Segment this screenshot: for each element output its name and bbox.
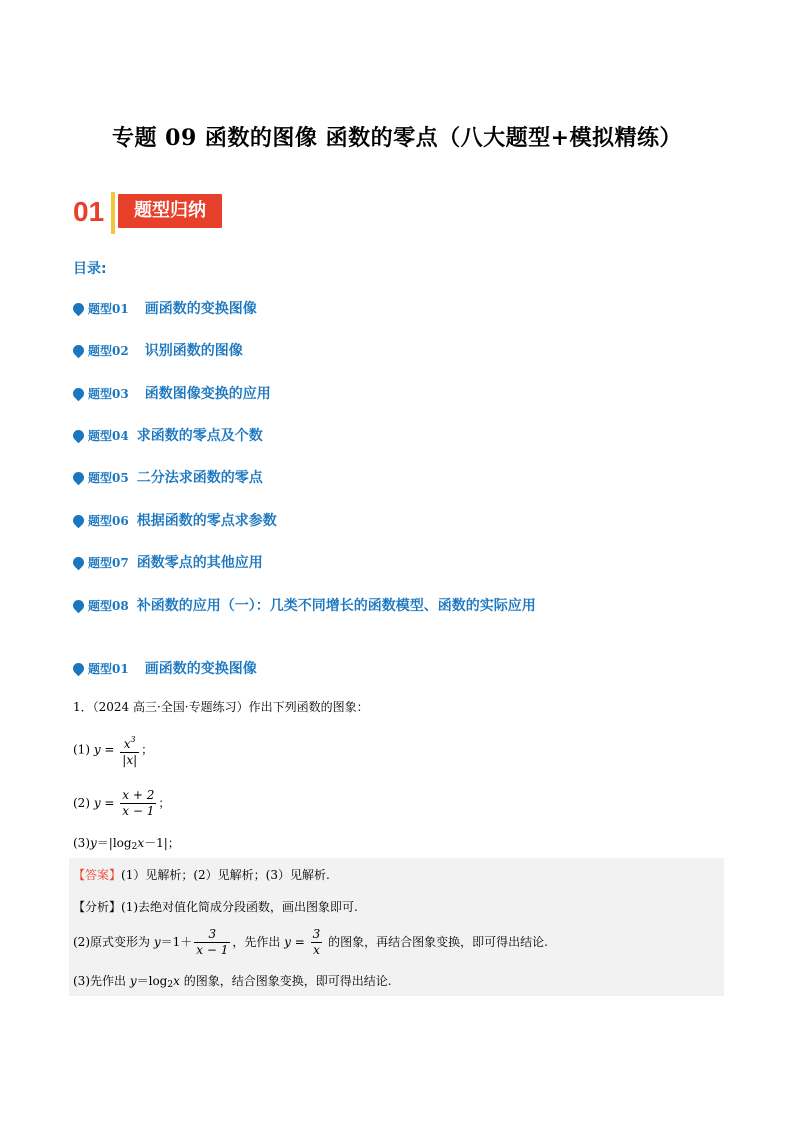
numerator: x + 2 [122, 788, 155, 802]
variable: y [129, 974, 137, 988]
toc-tag: 题型01 [88, 301, 129, 316]
topic-heading [73, 658, 257, 678]
question-stem: 1．（2024 高三·全国·专题练习）作出下列函数的图象： [73, 700, 369, 714]
analysis-text: ，先作出 [232, 935, 285, 949]
analysis-tag: 【分析】 [73, 900, 122, 914]
location-pin-icon [71, 342, 87, 358]
variable: x [173, 974, 180, 988]
answer-text: (1）见解析；(2）见解析；(3）见解析. [121, 868, 330, 882]
location-pin-icon [71, 300, 87, 316]
toc-name: 识别函数的图像 [144, 343, 243, 359]
toc-item-07[interactable] [73, 552, 263, 572]
topic-tag: 题型01 [88, 661, 129, 676]
part-number: (1) [73, 742, 94, 757]
analysis-text: (2)原式变形为 [73, 935, 154, 949]
toc-tag: 题型02 [88, 343, 129, 358]
section-label: 题型归纳 [118, 194, 222, 228]
toc-name: 函数图像变换的应用 [144, 386, 271, 402]
denominator: x [313, 943, 320, 957]
section-number: 01 [73, 196, 105, 227]
location-pin-icon [71, 660, 87, 676]
toc-name: 二分法求函数的零点 [136, 470, 263, 486]
toc-tag: 题型08 [88, 598, 129, 613]
question-part-2 [73, 788, 170, 819]
operator: = [100, 796, 119, 810]
part-number: (2) [73, 796, 94, 810]
toc-name: 根据函数的零点求参数 [136, 513, 277, 529]
analysis-text: 的图象，结合图象变换，即可得出结论. [179, 974, 392, 988]
operator: ＝log [136, 974, 168, 988]
denominator: x − 1 [122, 804, 155, 818]
toc-item-06[interactable] [73, 510, 277, 530]
answer-tag: 【答案】 [73, 868, 122, 882]
punctuation: ； [158, 796, 171, 810]
location-pin-icon [71, 469, 87, 485]
variable: y [93, 796, 101, 810]
fraction [311, 927, 323, 958]
location-pin-icon [71, 597, 87, 613]
exponent: 3 [130, 735, 136, 744]
toc-name: 函数零点的其他应用 [136, 555, 263, 571]
section-divider-bar [111, 192, 115, 234]
location-pin-icon [71, 554, 87, 570]
operator: = [100, 742, 119, 757]
question-part-3 [73, 834, 180, 852]
analysis-text: (3)先作出 [73, 974, 130, 988]
toc-item-05[interactable] [73, 467, 263, 487]
expression-tail: －1|； [144, 836, 180, 850]
fraction [194, 927, 230, 958]
operator: = [290, 935, 309, 949]
numerator: 3 [194, 927, 230, 943]
page-title: 专题 09 函数的图像 函数的零点（八大题型+模拟精练） [111, 125, 683, 151]
analysis-text: (1)去绝对值化简成分段函数，画出图象即可. [121, 900, 358, 914]
location-pin-icon [71, 427, 87, 443]
location-pin-icon [71, 385, 87, 401]
analysis-line-1 [73, 898, 358, 915]
toc-tag: 题型07 [88, 555, 129, 570]
toc-item-02[interactable] [73, 340, 243, 360]
toc-tag: 题型06 [88, 513, 129, 528]
log-base: 2 [131, 842, 138, 852]
toc-tag: 题型05 [88, 470, 129, 485]
numerator-base: x [123, 737, 131, 751]
toc-item-08[interactable] [73, 595, 536, 615]
toc-name: 求函数的零点及个数 [136, 428, 263, 444]
toc-tag: 题型04 [88, 428, 129, 443]
denominator: |x| [122, 753, 138, 767]
toc-label: 目录: [73, 261, 107, 277]
analysis-line-3 [73, 972, 392, 990]
analysis-text: 的图象，再结合图象变换，即可得出结论. [324, 935, 548, 949]
variable: y [90, 836, 97, 850]
toc-item-03[interactable] [73, 383, 271, 403]
fraction [120, 732, 139, 768]
analysis-line-2 [73, 927, 548, 958]
operator: ＝1＋ [160, 935, 193, 949]
operator: ＝|log [96, 836, 132, 850]
question-part-1 [73, 732, 153, 768]
toc-name: 补函数的应用（一）：几类不同增长的函数模型、函数的实际应用 [136, 598, 536, 614]
numerator: 3 [312, 927, 321, 941]
toc-name: 画函数的变换图像 [144, 301, 257, 317]
variable: y [93, 742, 101, 757]
answer-line [73, 866, 330, 883]
location-pin-icon [71, 512, 87, 528]
topic-name: 画函数的变换图像 [144, 661, 257, 677]
numerator [120, 732, 139, 753]
denominator: x − 1 [196, 943, 229, 957]
toc-tag: 题型03 [88, 386, 129, 401]
fraction [120, 788, 156, 819]
toc-item-04[interactable] [73, 425, 263, 445]
log-base: 2 [167, 980, 174, 990]
variable: y [284, 935, 291, 949]
variable: y [153, 935, 161, 949]
variable: x [137, 836, 145, 850]
part-number: (3) [73, 836, 90, 850]
punctuation: ； [141, 742, 154, 757]
toc-item-01[interactable] [73, 298, 257, 318]
